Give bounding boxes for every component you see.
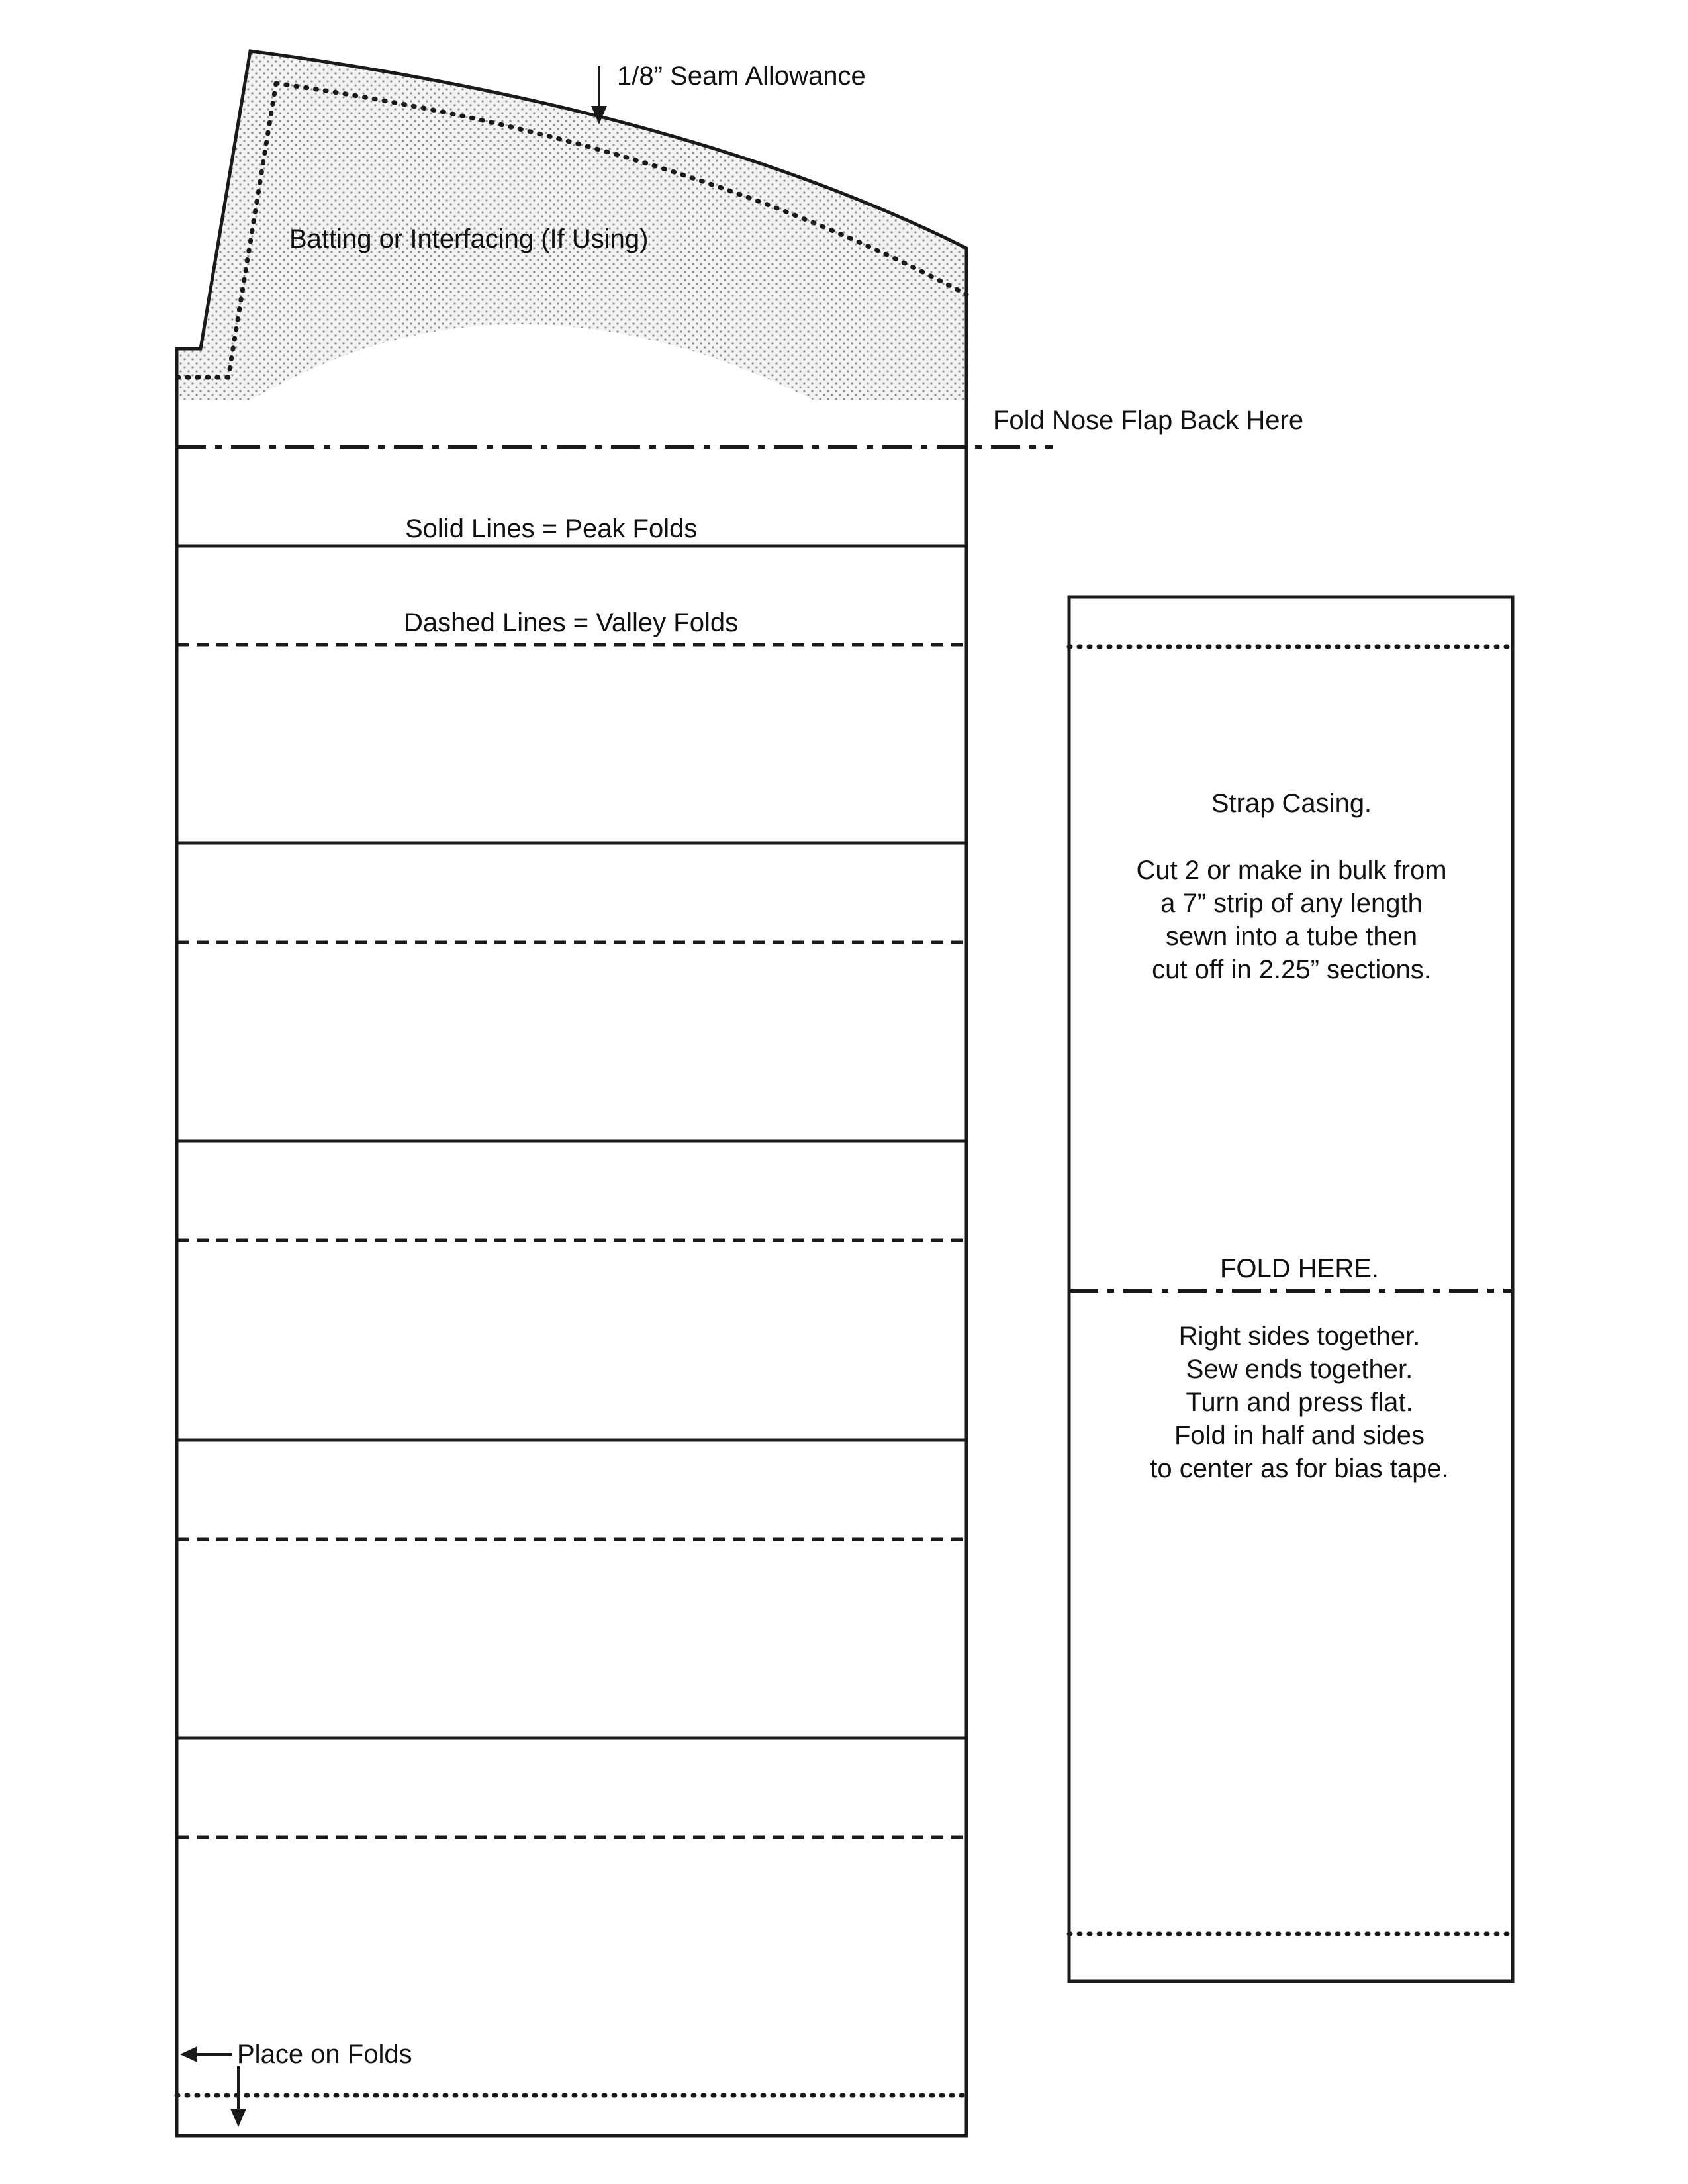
strap-sew-line: Fold in half and sides <box>1174 1421 1425 1450</box>
strap-instruction-line: sewn into a tube then <box>1165 922 1418 951</box>
place-on-folds-label: Place on Folds <box>237 2040 412 2069</box>
batting-label: Batting or Interfacing (If Using) <box>289 224 649 253</box>
place-on-folds-arrow-left <box>180 2046 232 2062</box>
seam-allowance-label: 1/8” Seam Allowance <box>617 62 866 91</box>
place-on-folds-arrow-down <box>230 2066 246 2127</box>
mask-pattern-piece <box>177 51 1303 2136</box>
strap-instruction-line: cut off in 2.25” sections. <box>1152 955 1431 984</box>
nose-flap-label: Fold Nose Flap Back Here <box>993 406 1304 435</box>
legend-solid: Solid Lines = Peak Folds <box>405 514 698 543</box>
strap-fold-label: FOLD HERE. <box>1219 1254 1380 1283</box>
strap-casing-piece <box>1069 597 1513 1981</box>
strap-sew-line: Right sides together. <box>1178 1322 1421 1351</box>
legend-dashed: Dashed Lines = Valley Folds <box>404 608 739 637</box>
strap-sew-line: to center as for bias tape. <box>1150 1454 1449 1483</box>
strap-instruction-line: a 7” strip of any length <box>1160 889 1423 918</box>
strap-instruction-line: Cut 2 or make in bulk from <box>1136 856 1447 885</box>
strap-casing-title: Strap Casing. <box>1211 789 1372 818</box>
strap-sew-line: Sew ends together. <box>1186 1355 1413 1384</box>
strap-sew-line: Turn and press flat. <box>1186 1388 1413 1417</box>
